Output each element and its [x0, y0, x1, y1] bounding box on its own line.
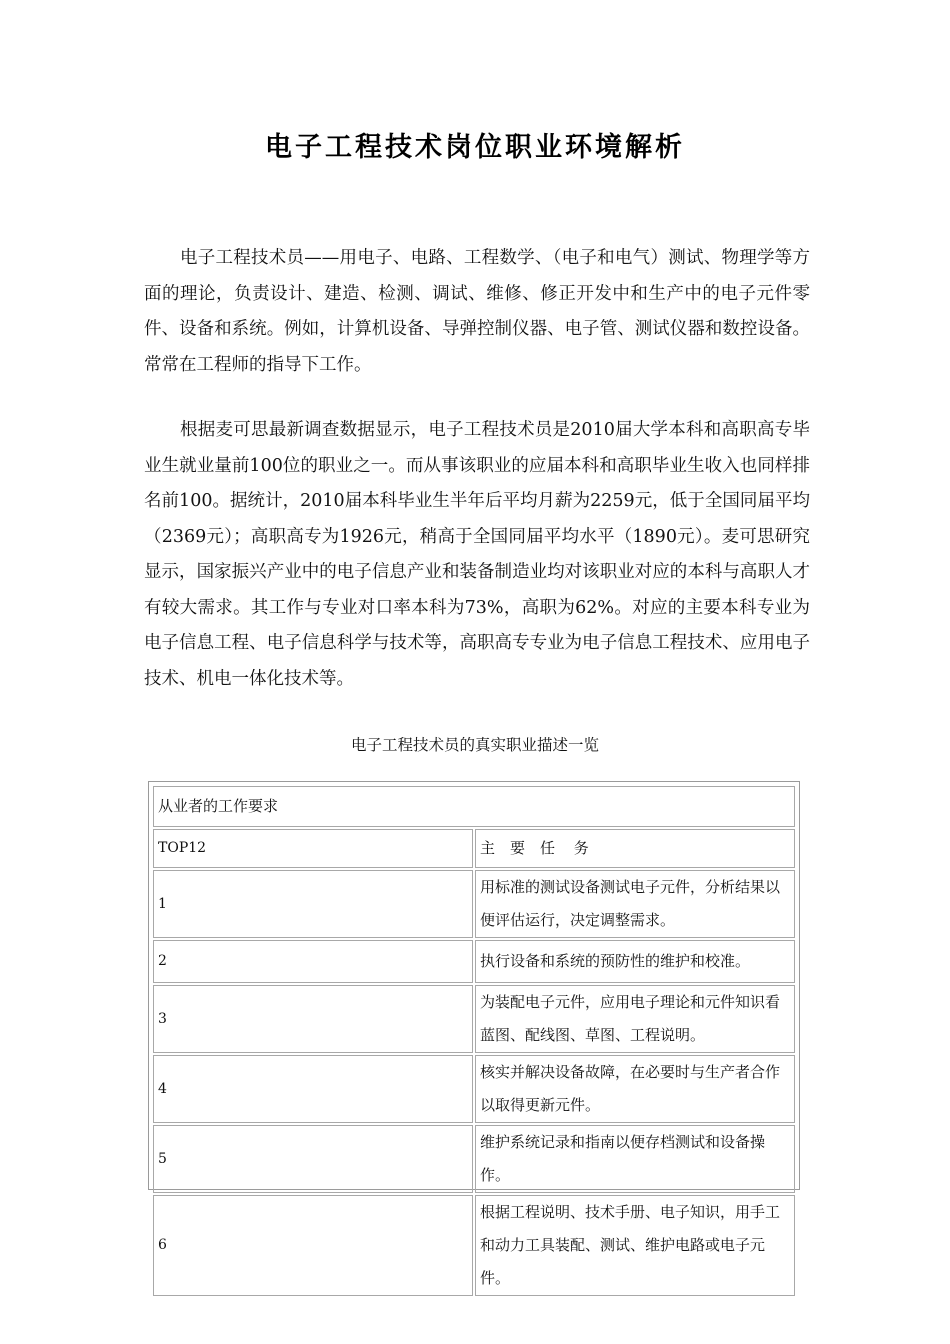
- table-caption: 电子工程技术员的真实职业描述一览: [350, 736, 599, 754]
- rank-cell: 6: [153, 1195, 473, 1296]
- rank-cell: 5: [153, 1125, 473, 1193]
- task-cell: 维护系统记录和指南以便存档测试和设备操作。: [475, 1125, 795, 1193]
- rank-cell: 4: [153, 1055, 473, 1123]
- table-column-row: [153, 829, 795, 868]
- table-row: [153, 1055, 795, 1123]
- duty-table-frame: [148, 781, 800, 1287]
- statistics-paragraph: 根据麦可思最新调查数据显示，电子工程技术员是2010届大学本科和高职高专毕业生就业量前100位的职业之一。而从事该职业的应届本科和高职毕业生收入也同样排名前100。据统计，2010届本科毕业生半年后平均月薪为2259元，低于全国同届平均（2369元）；高职高专为1926元，稍高于全国同届平均水平（1890元）。麦可思研究显示，国家振兴产业中的电子信息产业和装备制造业均对该职业对应的本科与高职人才有较大需求。其工作与专业对口率本科为73%，高职为62%。对应的主要本科专业为电子信息工程、电子信息科学与技术等，高职高专专业为电子信息工程技术、应用电子技术、机电一体化技术等。: [144, 420, 810, 689]
- table-header-cell: 从业者的工作要求: [153, 786, 795, 827]
- intro-paragraph: 电子工程技术员——用电子、电路、工程数学、（电子和电气）测试、物理学等方面的理论，负责设计、建造、检测、调试、维修、修正开发中和生产中的电子元件零件、设备和系统。例如，计算机设备、导弹控制仪器、电子管、测试仪器和数控设备。常常在工程师的指导下工作。: [144, 248, 810, 375]
- table-row: [153, 1125, 795, 1193]
- task-cell: 为装配电子元件，应用电子理论和元件知识看蓝图、配线图、草图、工程说明。: [475, 985, 795, 1053]
- table-row: [153, 940, 795, 983]
- task-cell: 执行设备和系统的预防性的维护和校准。: [475, 940, 795, 983]
- page-title: 电子工程技术岗位职业环境解析: [265, 132, 685, 163]
- rank-cell: 1: [153, 870, 473, 938]
- duty-table: [151, 784, 797, 1298]
- rank-cell: 2: [153, 940, 473, 983]
- table-row: [153, 870, 795, 938]
- table-row: [153, 1195, 795, 1296]
- table-row: [153, 985, 795, 1053]
- task-cell: 核实并解决设备故障，在必要时与生产者合作以取得更新元件。: [475, 1055, 795, 1123]
- table-header-row: [153, 786, 795, 827]
- rank-column-header: TOP12: [153, 829, 473, 868]
- rank-cell: 3: [153, 985, 473, 1053]
- task-column-label: 主 要 任 务: [480, 839, 589, 857]
- task-cell: 根据工程说明、技术手册、电子知识，用手工和动力工具装配、测试、维护电路或电子元件。: [475, 1195, 795, 1296]
- task-column-header: [475, 829, 795, 868]
- task-cell: 用标准的测试设备测试电子元件，分析结果以便评估运行，决定调整需求。: [475, 870, 795, 938]
